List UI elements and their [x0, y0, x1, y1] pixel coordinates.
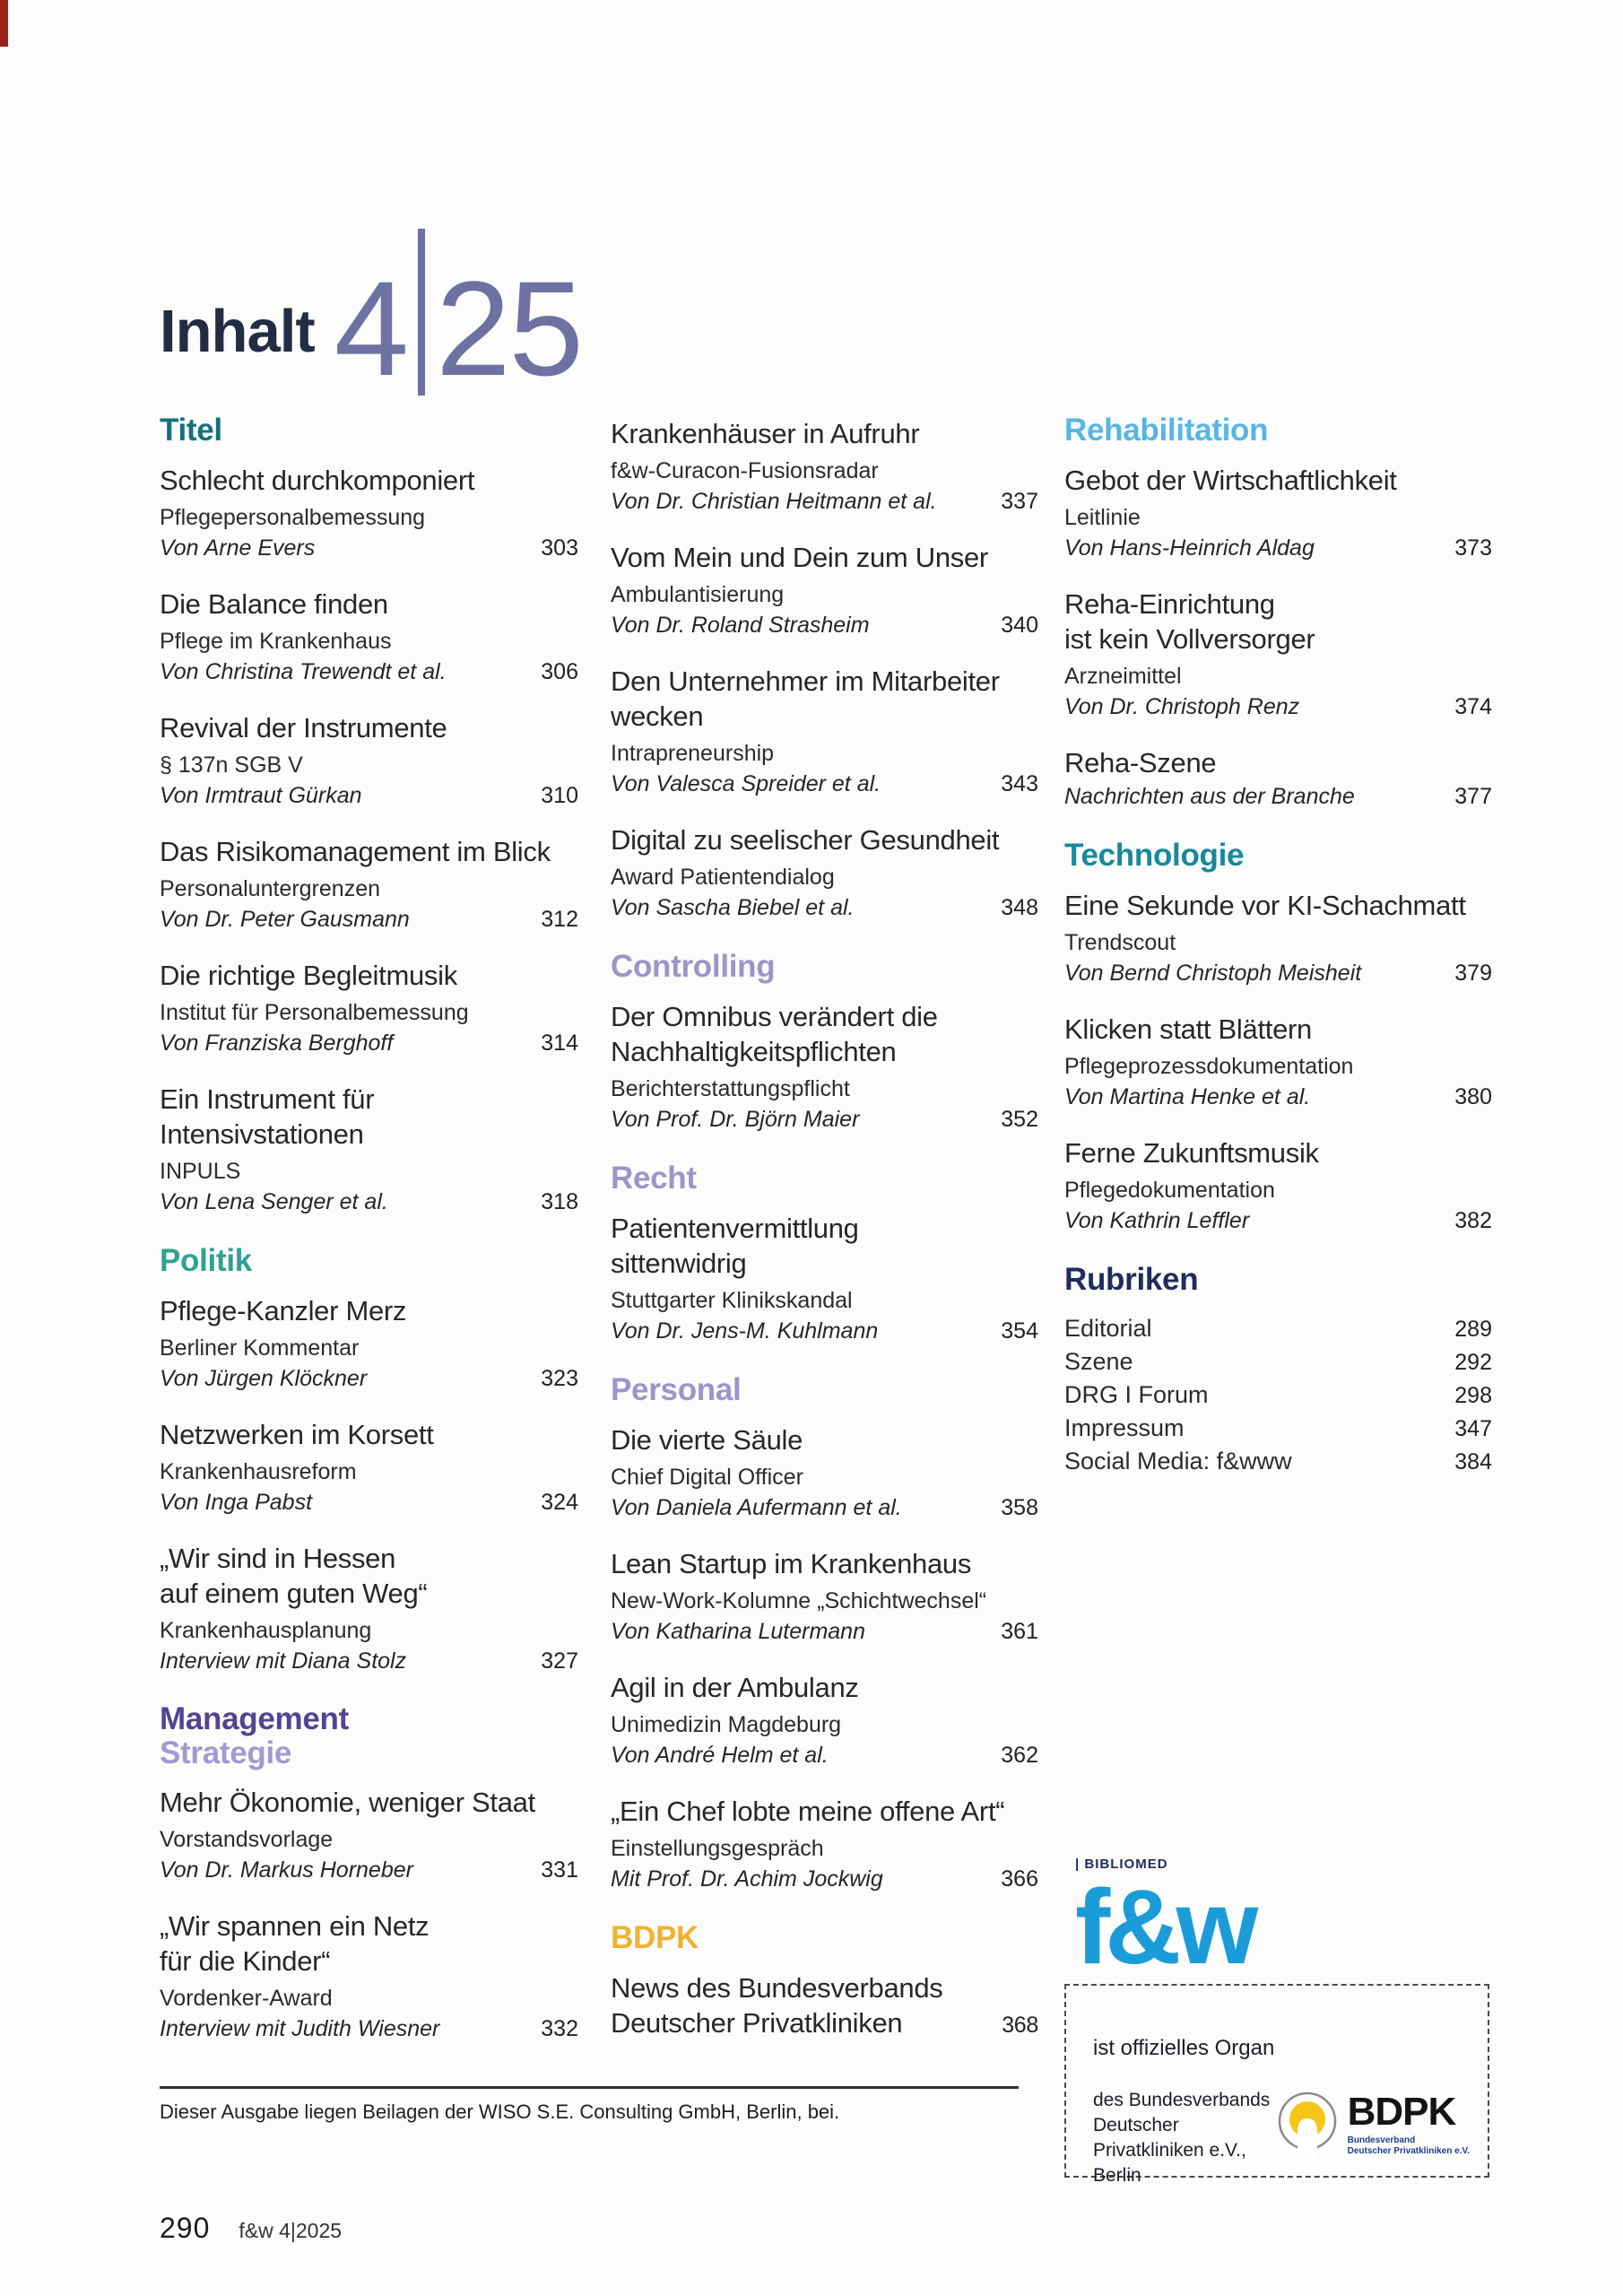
article-title-line: Eine Sekunde vor KI-Schachmatt — [1064, 890, 1466, 921]
article-page-number: 373 — [1454, 535, 1492, 561]
toc-entry — [160, 1785, 578, 1884]
article-title — [611, 1546, 1038, 1581]
article-meta-row — [611, 1493, 1038, 1522]
article-meta-row — [160, 1187, 578, 1216]
article-meta-row — [611, 1317, 1038, 1345]
article-title — [611, 1211, 1038, 1281]
article-title-line: Die richtige Begleitmusik — [160, 960, 457, 991]
rubric-label: Social Media: f&www — [1064, 1448, 1292, 1474]
article-meta-row — [160, 1488, 578, 1517]
article-title-line: Reha-Szene — [1064, 747, 1217, 778]
article-meta-row — [160, 1029, 578, 1057]
article-page-number: 352 — [1001, 1107, 1038, 1132]
issue-part-left: 4 — [334, 253, 408, 404]
article-title-line: Klicken statt Blättern — [1064, 1013, 1312, 1045]
article-page-number: 362 — [1001, 1743, 1038, 1768]
article-meta-row — [611, 611, 1038, 639]
toc-entry — [611, 1794, 1038, 1893]
article-title-line: Lean Startup im Krankenhaus — [611, 1548, 972, 1579]
article-kicker: Krankenhausreform — [160, 1459, 357, 1484]
article-page-number: 303 — [541, 535, 578, 561]
article-title-line: Gebot der Wirtschaftlichkeit — [1064, 465, 1397, 496]
article-kicker: Unimedizin Magdeburg — [611, 1712, 842, 1737]
rubric-row — [1064, 1412, 1492, 1445]
section-heading: Rubriken — [1064, 1262, 1199, 1297]
article-author: Von Kathrin Leffler — [1064, 1208, 1250, 1233]
article-kicker: Berliner Kommentar — [160, 1335, 360, 1361]
section-heading: Personal — [611, 1372, 742, 1407]
article-title — [1064, 745, 1492, 780]
article-title — [160, 1785, 578, 1820]
article-title-line: Vom Mein und Dein zum Unser — [611, 542, 988, 573]
toc-entry — [611, 999, 1038, 1134]
article-title-line: Der Omnibus verändert die — [611, 1001, 938, 1032]
section-heading: BDPK — [611, 1920, 699, 1955]
article-kicker: Pflegedokumentation — [1064, 1178, 1275, 1203]
section-heading: Recht — [611, 1161, 697, 1196]
article-page-number: 332 — [541, 2016, 578, 2041]
rubric-row — [1064, 1445, 1492, 1478]
article-page-number: 323 — [541, 1366, 578, 1391]
toc-entry — [160, 1909, 578, 2043]
section-heading: Management — [160, 1701, 349, 1736]
article-title-line: wecken — [611, 700, 704, 732]
article-title-line: Mehr Ökonomie, weniger Staat — [160, 1787, 535, 1818]
article-title-line: Den Unternehmer im Mitarbeiter — [611, 665, 1000, 697]
bdpk-subtitle-line: Deutscher Privatkliniken e.V. — [1347, 2146, 1470, 2156]
page-title-word: Inhalt — [160, 298, 315, 365]
article-title-line: Die vierte Säule — [611, 1424, 803, 1456]
bdpk-wordmark: BDPK — [1347, 2090, 1456, 2134]
article-meta-row — [160, 781, 578, 810]
toc-entry — [160, 834, 578, 934]
toc-entry — [160, 958, 578, 1057]
article-meta-row — [160, 2014, 578, 2043]
article-page-number: 354 — [1001, 1318, 1038, 1344]
article-author: Von Prof. Dr. Björn Maier — [611, 1107, 860, 1132]
article-kicker: Berichterstattungspflicht — [611, 1076, 850, 1101]
article-kicker: Pflegepersonalbemessung — [160, 505, 426, 530]
toc-entry — [160, 1293, 578, 1393]
toc-column-2 — [611, 416, 1038, 2067]
article-title — [611, 416, 1038, 451]
article-author: Von Dr. Christoph Renz — [1064, 694, 1300, 719]
article-title — [160, 1417, 578, 1452]
article-page-number: 377 — [1454, 784, 1492, 809]
article-page-number: 361 — [1001, 1619, 1038, 1644]
article-title-line: „Wir sind in Hessen — [160, 1543, 396, 1574]
article-meta-row — [611, 1617, 1038, 1646]
publisher-wordmark: | BIBLIOMED — [1075, 1857, 1168, 1872]
article-author: Von Katharina Lutermann — [611, 1619, 865, 1644]
article-meta-row — [611, 1105, 1038, 1134]
rubric-page-number: 384 — [1454, 1449, 1492, 1474]
toc-entry — [160, 1082, 578, 1216]
toc-entry — [611, 416, 1038, 516]
article-author: Von Arne Evers — [160, 535, 316, 561]
footer-issue-label: f&w 4|2025 — [239, 2219, 343, 2242]
section-heading: Technologie — [1064, 838, 1245, 873]
article-title-line: Schlecht durchkomponiert — [160, 465, 475, 496]
toc-entry — [1064, 745, 1492, 811]
article-title-line: auf einem guten Weg“ — [160, 1578, 428, 1609]
rubric-label: Szene — [1064, 1348, 1133, 1375]
organ-statement: ist offizielles Organ — [1093, 2036, 1275, 2060]
article-page-number: 343 — [1001, 771, 1038, 796]
article-title — [160, 710, 578, 745]
article-meta-row — [1064, 782, 1492, 811]
article-page-number: 379 — [1454, 961, 1492, 986]
article-title-line: Die Balance finden — [160, 588, 388, 620]
toc-entry — [1064, 463, 1492, 562]
toc-column-3 — [1064, 413, 1492, 1478]
toc-entry — [160, 1417, 578, 1517]
toc-entry — [1064, 1012, 1492, 1111]
footer-note: Dieser Ausgabe liegen Beilagen der WISO S.E. Consulting GmbH, Berlin, bei. — [160, 2100, 840, 2123]
article-author: Von Dr. Christian Heitmann et al. — [611, 489, 937, 514]
article-title — [611, 1670, 1038, 1705]
page-title — [160, 229, 582, 404]
rubric-page-number: 347 — [1454, 1416, 1492, 1441]
toc-entry — [611, 1546, 1038, 1646]
article-meta-row — [160, 1647, 578, 1675]
bdpk-logo — [1276, 2092, 1470, 2158]
article-title-text: Deutscher Privatkliniken — [611, 2007, 903, 2039]
toc-entry — [160, 1541, 578, 1675]
article-page-number: 348 — [1001, 895, 1038, 920]
article-title-line: Das Risikomanagement im Blick — [160, 836, 551, 867]
article-meta-row — [160, 657, 578, 686]
article-title-line: Ferne Zukunftsmusik — [1064, 1137, 1319, 1169]
rubric-label: DRG I Forum — [1064, 1381, 1209, 1408]
article-kicker: Institut für Personalbemessung — [160, 1000, 469, 1025]
toc-entry — [160, 587, 578, 686]
article-kicker: Einstellungsgespräch — [611, 1836, 824, 1861]
article-kicker: Leitlinie — [1064, 505, 1141, 530]
article-author: Von Franziska Berghoff — [160, 1031, 394, 1056]
page-footer — [160, 2212, 342, 2245]
scan-artifact-mark — [0, 0, 8, 47]
article-title — [1064, 1135, 1492, 1170]
article-kicker: Stuttgarter Klinikskandal — [611, 1288, 853, 1313]
article-title — [1064, 587, 1492, 657]
article-title-line: Krankenhäuser in Aufruhr — [611, 418, 920, 449]
rubriken-list — [1064, 1312, 1492, 1478]
article-title — [160, 958, 578, 993]
article-page-number: 337 — [1001, 489, 1038, 514]
bdpk-subtitle-line: Bundesverband — [1347, 2135, 1416, 2145]
article-meta-row — [611, 893, 1038, 922]
article-author: Von Dr. Peter Gausmann — [160, 907, 410, 932]
article-meta-row — [611, 1741, 1038, 1770]
toc-entry — [611, 664, 1038, 798]
article-title — [1064, 463, 1492, 498]
article-title — [160, 463, 578, 498]
article-title-line: News des Bundesverbands — [611, 1972, 943, 2004]
article-kicker: Trendscout — [1064, 930, 1176, 955]
article-title — [160, 1293, 578, 1328]
article-kicker: Personaluntergrenzen — [160, 876, 380, 901]
toc-entry — [1064, 587, 1492, 721]
article-title-line: „Ein Chef lobte meine offene Art“ — [611, 1796, 1005, 1827]
article-kicker: Krankenhausplanung — [160, 1618, 372, 1643]
article-meta-row — [160, 534, 578, 562]
rubric-label: Impressum — [1064, 1414, 1185, 1441]
article-title-line: für die Kinder“ — [160, 1945, 331, 1977]
article-page-number: 327 — [541, 1648, 578, 1674]
article-kicker: Award Patientendialog — [611, 865, 835, 890]
toc-entry — [160, 463, 578, 562]
rubric-page-number: 292 — [1454, 1350, 1492, 1375]
section-heading-group — [160, 1702, 578, 1770]
footer-rule — [160, 2086, 1019, 2089]
article-title — [160, 834, 578, 869]
article-title-line: Digital zu seelischer Gesundheit — [611, 824, 1000, 856]
article-title-line: Agil in der Ambulanz — [611, 1672, 859, 1703]
article-author: Von Dr. Jens-M. Kuhlmann — [611, 1318, 879, 1344]
rubric-row — [1064, 1345, 1492, 1378]
article-meta-row — [611, 770, 1038, 798]
article-meta-row — [1064, 692, 1492, 721]
article-author: Von Dr. Markus Horneber — [160, 1857, 413, 1883]
brand-block — [1064, 1857, 1493, 2186]
article-kicker: Intrapreneurship — [611, 741, 775, 766]
article-page-number: 366 — [1001, 1866, 1038, 1892]
bdpk-emblem-icon — [1276, 2092, 1339, 2158]
organ-address-line: Berlin — [1093, 2165, 1141, 2186]
article-title — [611, 999, 1038, 1069]
article-meta-row — [160, 1856, 578, 1884]
article-page-number: 380 — [1454, 1084, 1492, 1109]
toc-entry — [611, 1211, 1038, 1345]
article-title-line: Patientenvermittlung — [611, 1213, 859, 1244]
article-page-number: 318 — [541, 1189, 578, 1214]
article-title — [160, 1082, 578, 1152]
section-heading: Controlling — [611, 949, 776, 984]
article-kicker: f&w-Curacon-Fusionsradar — [611, 458, 879, 483]
article-kicker: INPULS — [160, 1159, 241, 1184]
article-page-number: 358 — [1001, 1495, 1038, 1520]
article-author: Mit Prof. Dr. Achim Jockwig — [611, 1866, 883, 1892]
article-kicker: Vordenker-Award — [160, 1986, 333, 2011]
article-title-line: Pflege-Kanzler Merz — [160, 1295, 407, 1326]
article-title-line: Reha-Einrichtung — [1064, 588, 1275, 620]
article-meta-row — [160, 1364, 578, 1393]
page-number: 290 — [160, 2212, 211, 2244]
article-kicker: Pflegeprozessdokumentation — [1064, 1054, 1354, 1079]
issue-number — [334, 229, 582, 404]
article-author: Von Dr. Roland Strasheim — [611, 613, 870, 638]
official-organ-box — [1064, 1984, 1489, 2186]
article-author: Von André Helm et al. — [611, 1743, 829, 1768]
article-title — [1064, 1012, 1492, 1047]
article-title-line: Intensivstationen — [160, 1118, 364, 1150]
article-title — [611, 822, 1038, 857]
article-author: Von Jürgen Klöckner — [160, 1366, 368, 1391]
article-author: Nachrichten aus der Branche — [1064, 784, 1355, 809]
section-heading: Titel — [160, 413, 222, 448]
article-kicker: Chief Digital Officer — [611, 1465, 803, 1490]
section-heading: Rehabilitation — [1064, 413, 1269, 448]
toc-entry — [160, 710, 578, 810]
article-page-number: 310 — [541, 783, 578, 808]
article-title — [611, 1970, 1038, 2043]
article-title — [160, 1541, 578, 1611]
toc-column-1 — [160, 413, 578, 2067]
article-kicker: Arzneimittel — [1064, 664, 1182, 689]
fw-logo: f&w — [1075, 1874, 1265, 1980]
article-author: Von Bernd Christoph Meisheit — [1064, 961, 1362, 986]
article-meta-row — [611, 487, 1038, 516]
article-kicker: Pflege im Krankenhaus — [160, 629, 392, 654]
article-kicker: New-Work-Kolumne „Schichtwechsel“ — [611, 1588, 987, 1613]
rubric-row — [1064, 1378, 1492, 1412]
article-title — [611, 540, 1038, 575]
article-page-number: 331 — [541, 1857, 578, 1883]
article-meta-row — [1064, 1206, 1492, 1235]
article-author: Von Sascha Biebel et al. — [611, 895, 855, 920]
rubric-page-number: 298 — [1454, 1383, 1492, 1408]
article-title — [611, 664, 1038, 734]
article-page-number: 374 — [1454, 694, 1492, 719]
article-author: Von Hans-Heinrich Aldag — [1064, 535, 1315, 561]
rubric-page-number: 289 — [1454, 1317, 1492, 1342]
issue-divider-bar — [418, 229, 425, 396]
organ-address — [1093, 2088, 1276, 2188]
toc-entry — [611, 822, 1038, 922]
organ-address-line: des Bundesverbands — [1093, 2090, 1271, 2110]
article-page-number: 324 — [541, 1490, 578, 1515]
article-page-number: 306 — [541, 659, 578, 684]
article-title-line — [611, 2005, 1038, 2043]
article-title — [1064, 888, 1492, 923]
article-title-line: Nachhaltigkeitspflichten — [611, 1036, 897, 1067]
article-meta-row — [611, 1865, 1038, 1893]
toc-entry — [1064, 1135, 1492, 1235]
article-author: Von Valesca Spreider et al. — [611, 771, 881, 796]
toc-entry — [611, 540, 1038, 639]
toc-entry — [1064, 888, 1492, 987]
article-title — [160, 1909, 578, 1979]
section-heading: Strategie — [160, 1735, 292, 1770]
article-author: Von Daniela Aufermann et al. — [611, 1495, 902, 1520]
rubric-label: Editorial — [1064, 1315, 1152, 1342]
article-title — [611, 1794, 1038, 1829]
article-author: Interview mit Judith Wiesner — [160, 2016, 440, 2041]
article-kicker: Ambulantisierung — [611, 582, 785, 607]
article-author: Von Lena Senger et al. — [160, 1189, 388, 1214]
article-title — [611, 1422, 1038, 1457]
article-page-number: 312 — [541, 907, 578, 932]
article-kicker: § 137n SGB V — [160, 752, 303, 778]
article-page-number: 382 — [1454, 1208, 1492, 1233]
article-author: Von Christina Trewendt et al. — [160, 659, 447, 684]
article-author: Von Inga Pabst — [160, 1490, 313, 1515]
bdpk-subtitle — [1348, 2135, 1470, 2157]
article-title-line: Netzwerken im Korsett — [160, 1419, 434, 1450]
article-kicker: Vorstandsvorlage — [160, 1827, 334, 1852]
article-title-line: „Wir spannen ein Netz — [160, 1910, 430, 1942]
article-meta-row — [1064, 959, 1492, 987]
article-meta-row — [1064, 534, 1492, 562]
article-title-line: Revival der Instrumente — [160, 712, 447, 744]
article-title-line: ist kein Vollversorger — [1064, 623, 1315, 655]
rubric-row — [1064, 1312, 1492, 1345]
article-author: Interview mit Diana Stolz — [160, 1648, 407, 1674]
article-meta-row — [160, 905, 578, 934]
toc-entry — [611, 1670, 1038, 1770]
issue-part-right: 25 — [436, 253, 582, 404]
organ-address-line: Deutscher Privatkliniken e.V., — [1093, 2115, 1246, 2161]
toc-entry — [611, 1970, 1038, 2043]
article-author: Von Martina Henke et al. — [1064, 1084, 1311, 1109]
article-title-line: sittenwidrig — [611, 1248, 747, 1279]
article-title — [160, 587, 578, 622]
article-author: Von Irmtraut Gürkan — [160, 783, 362, 808]
section-heading: Politik — [160, 1243, 252, 1278]
article-page-number: 340 — [1001, 613, 1038, 638]
article-title-line: Ein Instrument für — [160, 1083, 375, 1115]
article-page-number: 314 — [541, 1031, 578, 1056]
article-page-number: 368 — [1002, 2013, 1038, 2038]
article-meta-row — [1064, 1083, 1492, 1111]
toc-entry — [611, 1422, 1038, 1522]
